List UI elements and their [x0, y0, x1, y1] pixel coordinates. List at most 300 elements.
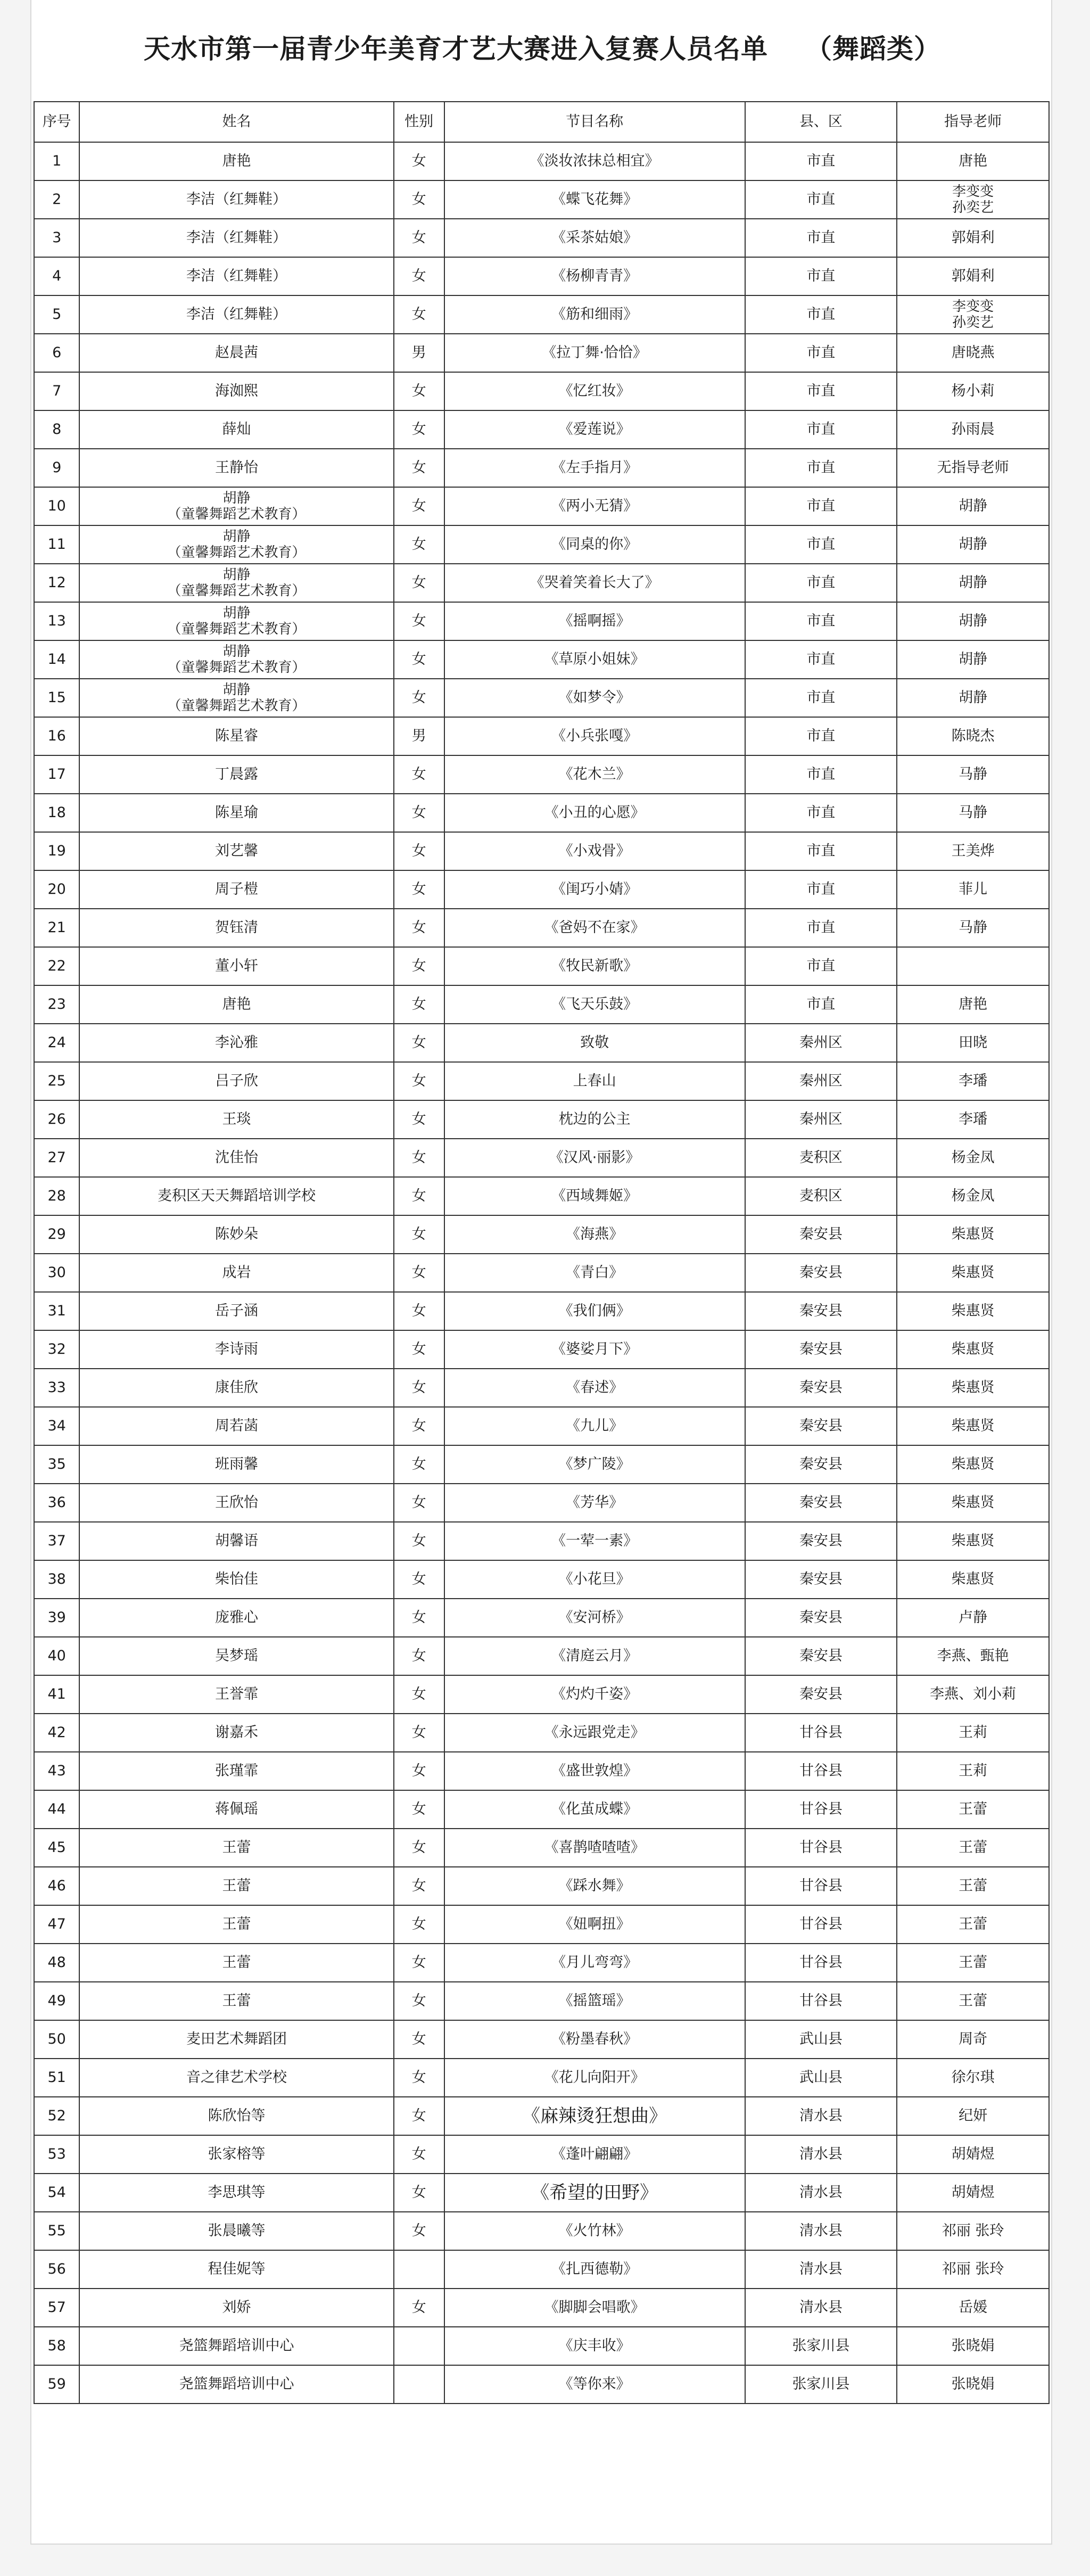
cell-index: 2 [34, 180, 79, 219]
cell-name: 张家榕等 [79, 2135, 393, 2174]
cell-index: 41 [34, 1675, 79, 1714]
cell-name: 班雨馨 [79, 1445, 393, 1484]
table-row [34, 1215, 1049, 1254]
cell-program: 《牧民新歌》 [444, 947, 745, 985]
cell-gender: 女 [394, 640, 444, 679]
cell-index: 6 [34, 334, 79, 372]
cell-district: 清水县 [745, 2250, 897, 2289]
table-row [34, 947, 1049, 985]
cell-index: 40 [34, 1637, 79, 1675]
table-row [34, 2289, 1049, 2327]
table-row [34, 2059, 1049, 2097]
cell-instructor: 王蕾 [897, 1905, 1049, 1944]
cell-program: 《永远跟党走》 [444, 1714, 745, 1752]
cell-index: 19 [34, 832, 79, 870]
table-row [34, 1599, 1049, 1637]
cell-index: 20 [34, 870, 79, 909]
cell-program: 《草原小姐妹》 [444, 640, 745, 679]
cell-index: 16 [34, 717, 79, 755]
cell-gender: 女 [394, 1139, 444, 1177]
cell-gender: 女 [394, 1714, 444, 1752]
table-row [34, 142, 1049, 180]
cell-index: 24 [34, 1024, 79, 1062]
title-text: 天水市第一届青少年美育才艺大赛进入复赛人员名单 [144, 34, 768, 64]
table-row [34, 1522, 1049, 1560]
cell-index: 22 [34, 947, 79, 985]
cell-index: 58 [34, 2327, 79, 2365]
cell-program: 《小花旦》 [444, 1560, 745, 1599]
cell-district: 市直 [745, 372, 897, 410]
cell-district: 秦安县 [745, 1292, 897, 1330]
cell-name: 陈星睿 [79, 717, 393, 755]
cell-gender: 女 [394, 1369, 444, 1407]
cell-instructor: 马静 [897, 909, 1049, 947]
table-row [34, 449, 1049, 487]
cell-program: 致敬 [444, 1024, 745, 1062]
cell-gender: 女 [394, 1905, 444, 1944]
cell-gender: 女 [394, 1752, 444, 1790]
cell-district: 甘谷县 [745, 1790, 897, 1829]
cell-district: 市直 [745, 794, 897, 832]
cell-program: 《等你来》 [444, 2365, 745, 2404]
cell-index: 7 [34, 372, 79, 410]
cell-program: 《左手指月》 [444, 449, 745, 487]
table-row [34, 1445, 1049, 1484]
table-row [34, 334, 1049, 372]
cell-gender: 女 [394, 2097, 444, 2135]
cell-instructor: 王蕾 [897, 1867, 1049, 1905]
cell-index: 44 [34, 1790, 79, 1829]
cell-gender: 女 [394, 870, 444, 909]
cell-program: 《婆娑月下》 [444, 1330, 745, 1369]
table-row [34, 870, 1049, 909]
cell-name: 胡静 （童馨舞蹈艺术教育） [79, 564, 393, 602]
cell-name: 音之律艺术学校 [79, 2059, 393, 2097]
cell-index: 36 [34, 1484, 79, 1522]
cell-gender: 女 [394, 525, 444, 564]
cell-name: 程佳妮等 [79, 2250, 393, 2289]
cell-program: 《忆红妆》 [444, 372, 745, 410]
cell-program: 《妞啊扭》 [444, 1905, 745, 1944]
cell-district: 市直 [745, 410, 897, 449]
cell-index: 5 [34, 295, 79, 334]
cell-index: 3 [34, 219, 79, 257]
cell-district: 秦州区 [745, 1062, 897, 1100]
cell-district: 市直 [745, 755, 897, 794]
cell-gender: 女 [394, 295, 444, 334]
table-row [34, 1752, 1049, 1790]
table-row [34, 1369, 1049, 1407]
cell-gender: 女 [394, 2135, 444, 2174]
table-row [34, 1484, 1049, 1522]
table-row [34, 640, 1049, 679]
cell-instructor: 郭娟利 [897, 219, 1049, 257]
col-header-name: 姓名 [79, 102, 393, 142]
cell-district: 市直 [745, 985, 897, 1024]
cell-gender: 女 [394, 755, 444, 794]
cell-index: 23 [34, 985, 79, 1024]
table-row [34, 1292, 1049, 1330]
cell-name: 成岩 [79, 1254, 393, 1292]
table-row [34, 717, 1049, 755]
cell-gender: 女 [394, 2020, 444, 2059]
table-row [34, 1637, 1049, 1675]
category-text: （舞蹈类） [805, 34, 941, 64]
cell-gender: 女 [394, 1100, 444, 1139]
cell-gender: 女 [394, 832, 444, 870]
cell-gender: 女 [394, 180, 444, 219]
cell-program: 《海燕》 [444, 1215, 745, 1254]
cell-name: 薛灿 [79, 410, 393, 449]
cell-index: 18 [34, 794, 79, 832]
table-row [34, 2327, 1049, 2365]
cell-program: 《清庭云月》 [444, 1637, 745, 1675]
cell-instructor: 柴惠贤 [897, 1254, 1049, 1292]
cell-name: 周若菡 [79, 1407, 393, 1445]
cell-instructor: 王蕾 [897, 1790, 1049, 1829]
cell-name: 李洁（红舞鞋） [79, 180, 393, 219]
cell-instructor: 胡静 [897, 487, 1049, 525]
col-header-program: 节目名称 [444, 102, 745, 142]
cell-name: 唐艳 [79, 985, 393, 1024]
cell-gender: 男 [394, 717, 444, 755]
cell-name: 胡静 （童馨舞蹈艺术教育） [79, 525, 393, 564]
cell-gender [394, 2327, 444, 2365]
cell-program: 《月儿弯弯》 [444, 1944, 745, 1982]
cell-program: 上春山 [444, 1062, 745, 1100]
cell-instructor: 李璠 [897, 1100, 1049, 1139]
cell-district: 市直 [745, 257, 897, 295]
cell-gender: 女 [394, 1560, 444, 1599]
table-row [34, 2135, 1049, 2174]
cell-instructor: 柴惠贤 [897, 1330, 1049, 1369]
cell-instructor: 马静 [897, 755, 1049, 794]
cell-program: 《一荤一素》 [444, 1522, 745, 1560]
cell-index: 54 [34, 2174, 79, 2212]
cell-name: 丁晨露 [79, 755, 393, 794]
cell-program: 《小丑的心愿》 [444, 794, 745, 832]
cell-district: 清水县 [745, 2212, 897, 2250]
cell-district: 甘谷县 [745, 1867, 897, 1905]
cell-name: 海洳熙 [79, 372, 393, 410]
cell-gender: 女 [394, 1522, 444, 1560]
cell-gender: 女 [394, 257, 444, 295]
cell-gender: 女 [394, 2289, 444, 2327]
table-row [34, 1867, 1049, 1905]
cell-district: 市直 [745, 832, 897, 870]
cell-gender: 女 [394, 1024, 444, 1062]
cell-instructor: 纪妍 [897, 2097, 1049, 2135]
cell-instructor: 菲儿 [897, 870, 1049, 909]
cell-instructor: 李变变 孙奕艺 [897, 295, 1049, 334]
cell-district: 市直 [745, 180, 897, 219]
cell-name: 李洁（红舞鞋） [79, 295, 393, 334]
table-row [34, 1062, 1049, 1100]
cell-district: 市直 [745, 142, 897, 180]
col-header-district: 县、区 [745, 102, 897, 142]
cell-program: 《筋和细雨》 [444, 295, 745, 334]
cell-district: 秦安县 [745, 1369, 897, 1407]
cell-instructor: 柴惠贤 [897, 1522, 1049, 1560]
cell-instructor: 徐尔琪 [897, 2059, 1049, 2097]
table-row [34, 2250, 1049, 2289]
table-row [34, 1407, 1049, 1445]
cell-instructor: 柴惠贤 [897, 1369, 1049, 1407]
cell-index: 30 [34, 1254, 79, 1292]
header-row [34, 102, 1049, 142]
cell-program: 《春述》 [444, 1369, 745, 1407]
cell-program: 《希望的田野》 [444, 2174, 745, 2212]
cell-district: 秦州区 [745, 1024, 897, 1062]
cell-name: 胡馨语 [79, 1522, 393, 1560]
cell-district: 甘谷县 [745, 1752, 897, 1790]
cell-index: 27 [34, 1139, 79, 1177]
cell-name: 陈欣怡等 [79, 2097, 393, 2135]
cell-name: 王琰 [79, 1100, 393, 1139]
cell-instructor: 胡静 [897, 525, 1049, 564]
cell-gender: 女 [394, 1254, 444, 1292]
cell-gender [394, 2250, 444, 2289]
table-row [34, 1714, 1049, 1752]
cell-index: 28 [34, 1177, 79, 1215]
cell-gender: 女 [394, 2212, 444, 2250]
cell-program: 《杨柳青青》 [444, 257, 745, 295]
cell-instructor: 柴惠贤 [897, 1445, 1049, 1484]
cell-program: 《飞天乐鼓》 [444, 985, 745, 1024]
cell-instructor: 胡静 [897, 640, 1049, 679]
cell-program: 《花儿向阳开》 [444, 2059, 745, 2097]
cell-district: 市直 [745, 602, 897, 640]
table-row [34, 1139, 1049, 1177]
cell-name: 陈妙朵 [79, 1215, 393, 1254]
cell-name: 胡静 （童馨舞蹈艺术教育） [79, 640, 393, 679]
table-row [34, 794, 1049, 832]
cell-name: 沈佳怡 [79, 1139, 393, 1177]
cell-index: 17 [34, 755, 79, 794]
cell-gender: 女 [394, 1944, 444, 1982]
cell-gender: 女 [394, 1599, 444, 1637]
cell-gender: 女 [394, 1292, 444, 1330]
table-row [34, 1675, 1049, 1714]
cell-gender: 女 [394, 1637, 444, 1675]
table-row [34, 679, 1049, 717]
cell-instructor: 马静 [897, 794, 1049, 832]
cell-name: 蒋佩瑶 [79, 1790, 393, 1829]
col-header-index: 序号 [34, 102, 79, 142]
cell-district: 张家川县 [745, 2327, 897, 2365]
cell-instructor: 李璠 [897, 1062, 1049, 1100]
table-row [34, 985, 1049, 1024]
table-row [34, 525, 1049, 564]
cell-index: 59 [34, 2365, 79, 2404]
table-row [34, 909, 1049, 947]
cell-instructor: 杨金凤 [897, 1139, 1049, 1177]
table-row [34, 1982, 1049, 2020]
cell-instructor: 胡静 [897, 679, 1049, 717]
cell-instructor: 胡静 [897, 564, 1049, 602]
cell-index: 21 [34, 909, 79, 947]
cell-name: 李诗雨 [79, 1330, 393, 1369]
table-row [34, 180, 1049, 219]
table-row [34, 2212, 1049, 2250]
cell-gender: 女 [394, 372, 444, 410]
cell-instructor: 岳媛 [897, 2289, 1049, 2327]
table-row [34, 2365, 1049, 2404]
table-row [34, 1829, 1049, 1867]
cell-program: 《小兵张嘎》 [444, 717, 745, 755]
cell-gender: 女 [394, 219, 444, 257]
cell-district: 清水县 [745, 2289, 897, 2327]
cell-name: 岳子涵 [79, 1292, 393, 1330]
cell-index: 50 [34, 2020, 79, 2059]
cell-district: 武山县 [745, 2059, 897, 2097]
table-row [34, 1790, 1049, 1829]
cell-index: 33 [34, 1369, 79, 1407]
table-row [34, 257, 1049, 295]
cell-gender: 女 [394, 1407, 444, 1445]
cell-gender: 女 [394, 2059, 444, 2097]
table-row [34, 1254, 1049, 1292]
cell-district: 市直 [745, 717, 897, 755]
cell-program: 《西域舞姬》 [444, 1177, 745, 1215]
cell-index: 46 [34, 1867, 79, 1905]
cell-district: 市直 [745, 334, 897, 372]
cell-program: 《闺巧小婧》 [444, 870, 745, 909]
cell-gender: 女 [394, 794, 444, 832]
cell-gender: 女 [394, 1445, 444, 1484]
cell-district: 市直 [745, 295, 897, 334]
table-row [34, 832, 1049, 870]
cell-instructor [897, 947, 1049, 985]
cell-district: 秦安县 [745, 1254, 897, 1292]
cell-instructor: 祁丽 张玲 [897, 2250, 1049, 2289]
cell-district: 市直 [745, 909, 897, 947]
cell-gender: 女 [394, 1177, 444, 1215]
cell-index: 42 [34, 1714, 79, 1752]
cell-name: 王蕾 [79, 1829, 393, 1867]
cell-gender: 女 [394, 1790, 444, 1829]
cell-instructor: 李燕、甄艳 [897, 1637, 1049, 1675]
cell-name: 王静怡 [79, 449, 393, 487]
cell-program: 《哭着笑着长大了》 [444, 564, 745, 602]
cell-program: 《汉风·丽影》 [444, 1139, 745, 1177]
cell-index: 47 [34, 1905, 79, 1944]
cell-gender: 女 [394, 679, 444, 717]
cell-district: 甘谷县 [745, 1944, 897, 1982]
cell-district: 秦安县 [745, 1445, 897, 1484]
cell-name: 吕子欣 [79, 1062, 393, 1100]
cell-instructor: 王美烨 [897, 832, 1049, 870]
cell-instructor: 王莉 [897, 1752, 1049, 1790]
cell-program: 《同桌的你》 [444, 525, 745, 564]
cell-program: 《梦广陵》 [444, 1445, 745, 1484]
table-row [34, 1560, 1049, 1599]
cell-index: 55 [34, 2212, 79, 2250]
table-row [34, 602, 1049, 640]
cell-district: 市直 [745, 640, 897, 679]
cell-gender: 女 [394, 1484, 444, 1522]
cell-district: 市直 [745, 487, 897, 525]
cell-district: 麦积区 [745, 1177, 897, 1215]
cell-index: 52 [34, 2097, 79, 2135]
cell-index: 48 [34, 1944, 79, 1982]
cell-program: 《盛世敦煌》 [444, 1752, 745, 1790]
cell-program: 《拉丁舞·恰恰》 [444, 334, 745, 372]
cell-instructor: 唐艳 [897, 142, 1049, 180]
cell-name: 董小轩 [79, 947, 393, 985]
cell-instructor: 王蕾 [897, 1982, 1049, 2020]
cell-name: 贺钰清 [79, 909, 393, 947]
cell-district: 市直 [745, 947, 897, 985]
cell-district: 市直 [745, 870, 897, 909]
col-header-gender: 性别 [394, 102, 444, 142]
cell-program: 《安河桥》 [444, 1599, 745, 1637]
cell-instructor: 周奇 [897, 2020, 1049, 2059]
cell-name: 谢嘉禾 [79, 1714, 393, 1752]
cell-district: 市直 [745, 525, 897, 564]
roster-table [34, 101, 1050, 2404]
cell-program: 《脚脚会唱歌》 [444, 2289, 745, 2327]
table-row [34, 1024, 1049, 1062]
table-row [34, 755, 1049, 794]
cell-gender: 女 [394, 142, 444, 180]
cell-program: 《我们俩》 [444, 1292, 745, 1330]
cell-district: 秦安县 [745, 1330, 897, 1369]
cell-district: 清水县 [745, 2174, 897, 2212]
cell-program: 《采茶姑娘》 [444, 219, 745, 257]
cell-program: 《淡妆浓抹总相宜》 [444, 142, 745, 180]
cell-name: 尧篮舞蹈培训中心 [79, 2327, 393, 2365]
cell-instructor: 唐晓燕 [897, 334, 1049, 372]
cell-program: 《两小无猜》 [444, 487, 745, 525]
cell-name: 赵晨茜 [79, 334, 393, 372]
cell-program: 《九儿》 [444, 1407, 745, 1445]
cell-district: 甘谷县 [745, 1829, 897, 1867]
cell-instructor: 无指导老师 [897, 449, 1049, 487]
cell-name: 胡静 （童馨舞蹈艺术教育） [79, 487, 393, 525]
cell-name: 柴怡佳 [79, 1560, 393, 1599]
cell-instructor: 柴惠贤 [897, 1560, 1049, 1599]
cell-index: 43 [34, 1752, 79, 1790]
cell-program: 《踩水舞》 [444, 1867, 745, 1905]
cell-instructor: 王莉 [897, 1714, 1049, 1752]
cell-index: 26 [34, 1100, 79, 1139]
cell-name: 尧篮舞蹈培训中心 [79, 2365, 393, 2404]
cell-gender: 女 [394, 985, 444, 1024]
table-row [34, 219, 1049, 257]
cell-index: 53 [34, 2135, 79, 2174]
cell-instructor: 孙雨晨 [897, 410, 1049, 449]
cell-district: 清水县 [745, 2135, 897, 2174]
cell-district: 武山县 [745, 2020, 897, 2059]
cell-district: 秦安县 [745, 1484, 897, 1522]
table-row [34, 1100, 1049, 1139]
cell-index: 45 [34, 1829, 79, 1867]
cell-name: 麦田艺术舞蹈团 [79, 2020, 393, 2059]
cell-name: 张瑾霏 [79, 1752, 393, 1790]
cell-gender: 女 [394, 1062, 444, 1100]
table-row [34, 2020, 1049, 2059]
cell-program: 《麻辣烫狂想曲》 [444, 2097, 745, 2135]
cell-instructor: 张晓娟 [897, 2365, 1049, 2404]
cell-instructor: 唐艳 [897, 985, 1049, 1024]
cell-district: 张家川县 [745, 2365, 897, 2404]
cell-district: 秦安县 [745, 1599, 897, 1637]
table-row [34, 372, 1049, 410]
cell-district: 清水县 [745, 2097, 897, 2135]
cell-district: 秦安县 [745, 1522, 897, 1560]
table-row [34, 1177, 1049, 1215]
